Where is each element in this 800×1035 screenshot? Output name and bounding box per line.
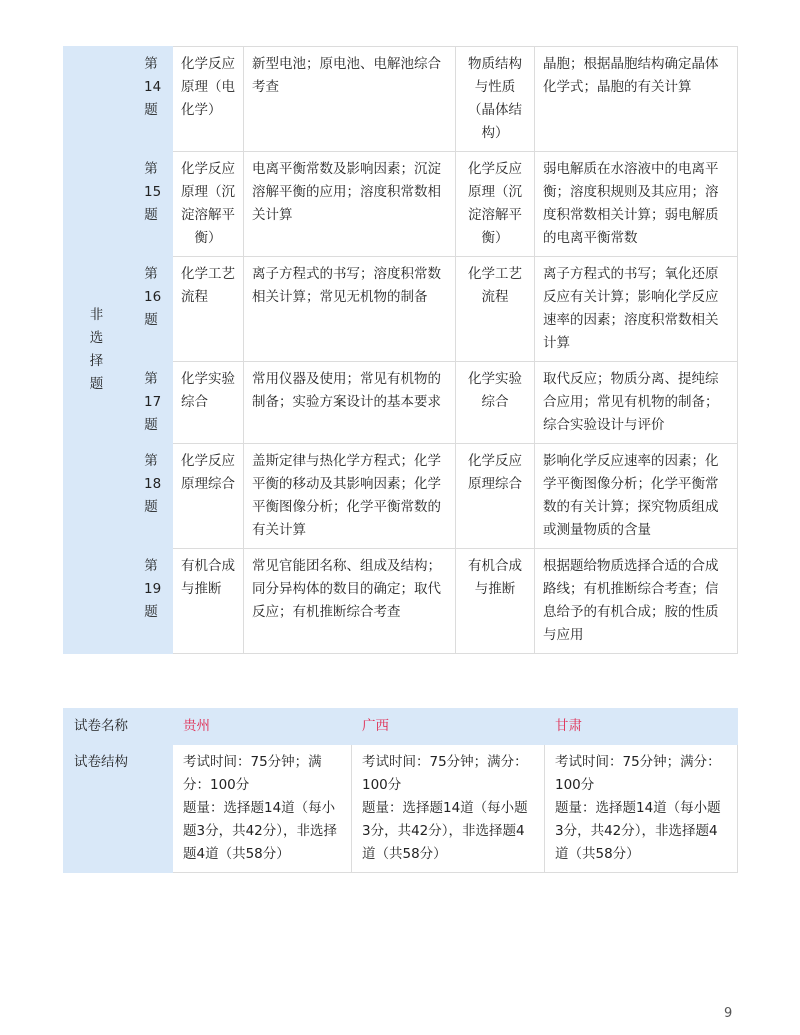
question-count-text: 题量：选择题14道（每小题3分，共42分），非选择题4道（共58分） [555, 800, 721, 862]
topic-cell: 有机合成与推断 [456, 549, 535, 654]
question-number: 第19题 [130, 549, 173, 654]
exam-time-text: 考试时间：75分钟；满分：100分 [183, 754, 322, 793]
table-row [64, 745, 738, 873]
topic-cell: 物质结构与性质（晶体结构） [456, 47, 535, 152]
paper-name-gansu: 甘肃 [545, 709, 738, 745]
module-cell: 有机合成与推断 [173, 549, 244, 654]
content-cell: 新型电池；原电池、电解池综合考查 [244, 47, 456, 152]
exam-time-text: 考试时间：75分钟；满分：100分 [362, 754, 528, 793]
table-header-row [64, 709, 738, 745]
table-row [64, 152, 738, 257]
content-cell: 常见官能团名称、组成及结构；同分异构体的数目的确定；取代反应；有机推断综合考查 [244, 549, 456, 654]
points-cell: 根据题给物质选择合适的合成路线；有机推断综合考查；信息给予的有机合成；胺的性质与应用 [535, 549, 738, 654]
question-number: 第16题 [130, 257, 173, 362]
table-row [64, 362, 738, 444]
module-cell: 化学实验综合 [173, 362, 244, 444]
paper-name-label: 试卷名称 [64, 709, 173, 745]
paper-structure-table [63, 708, 738, 873]
topic-cell: 化学反应原理综合 [456, 444, 535, 549]
topic-cell: 化学实验综合 [456, 362, 535, 444]
points-cell: 影响化学反应速率的因素；化学平衡图像分析；化学平衡常数的有关计算；探究物质组成或测量物质的含量 [535, 444, 738, 549]
module-cell: 化学工艺流程 [173, 257, 244, 362]
table-row [64, 47, 738, 152]
group-label: 非选择题 [64, 47, 130, 654]
paper-structure-label: 试卷结构 [64, 745, 173, 873]
question-number: 第17题 [130, 362, 173, 444]
paper-structure-guizhou [173, 745, 352, 873]
points-cell: 取代反应；物质分离、提纯综合应用；常见有机物的制备；综合实验设计与评价 [535, 362, 738, 444]
content-cell: 离子方程式的书写；溶度积常数相关计算；常见无机物的制备 [244, 257, 456, 362]
points-cell: 晶胞；根据晶胞结构确定晶体化学式；晶胞的有关计算 [535, 47, 738, 152]
content-cell: 盖斯定律与热化学方程式；化学平衡的移动及其影响因素；化学平衡图像分析；化学平衡常数的有关计算 [244, 444, 456, 549]
question-number: 第15题 [130, 152, 173, 257]
content-cell: 常用仪器及使用；常见有机物的制备；实验方案设计的基本要求 [244, 362, 456, 444]
exam-time-text: 考试时间：75分钟；满分：100分 [555, 754, 721, 793]
paper-structure-guangxi [352, 745, 545, 873]
paper-name-guizhou: 贵州 [173, 709, 352, 745]
question-count-text: 题量：选择题14道（每小题3分，共42分），非选择题4道（共58分） [362, 800, 528, 862]
content-cell: 电离平衡常数及影响因素；沉淀溶解平衡的应用；溶度积常数相关计算 [244, 152, 456, 257]
question-number: 第18题 [130, 444, 173, 549]
points-cell: 弱电解质在水溶液中的电离平衡；溶度积规则及其应用；溶度积常数相关计算；弱电解质的电离平衡常数 [535, 152, 738, 257]
paper-structure-gansu [545, 745, 738, 873]
table-row [64, 549, 738, 654]
topic-cell: 化学工艺流程 [456, 257, 535, 362]
table-row [64, 257, 738, 362]
points-cell: 离子方程式的书写；氧化还原反应有关计算；影响化学反应速率的因素；溶度积常数相关计算 [535, 257, 738, 362]
module-cell: 化学反应原理综合 [173, 444, 244, 549]
question-analysis-table [63, 46, 738, 654]
module-cell: 化学反应原理（沉淀溶解平衡） [173, 152, 244, 257]
module-cell: 化学反应原理（电化学） [173, 47, 244, 152]
paper-name-guangxi: 广西 [352, 709, 545, 745]
question-count-text: 题量：选择题14道（每小题3分，共42分），非选择题4道（共58分） [183, 800, 338, 862]
table-row [64, 444, 738, 549]
topic-cell: 化学反应原理（沉淀溶解平衡） [456, 152, 535, 257]
question-number: 第14题 [130, 47, 173, 152]
page-number: 9 [724, 1006, 733, 1021]
